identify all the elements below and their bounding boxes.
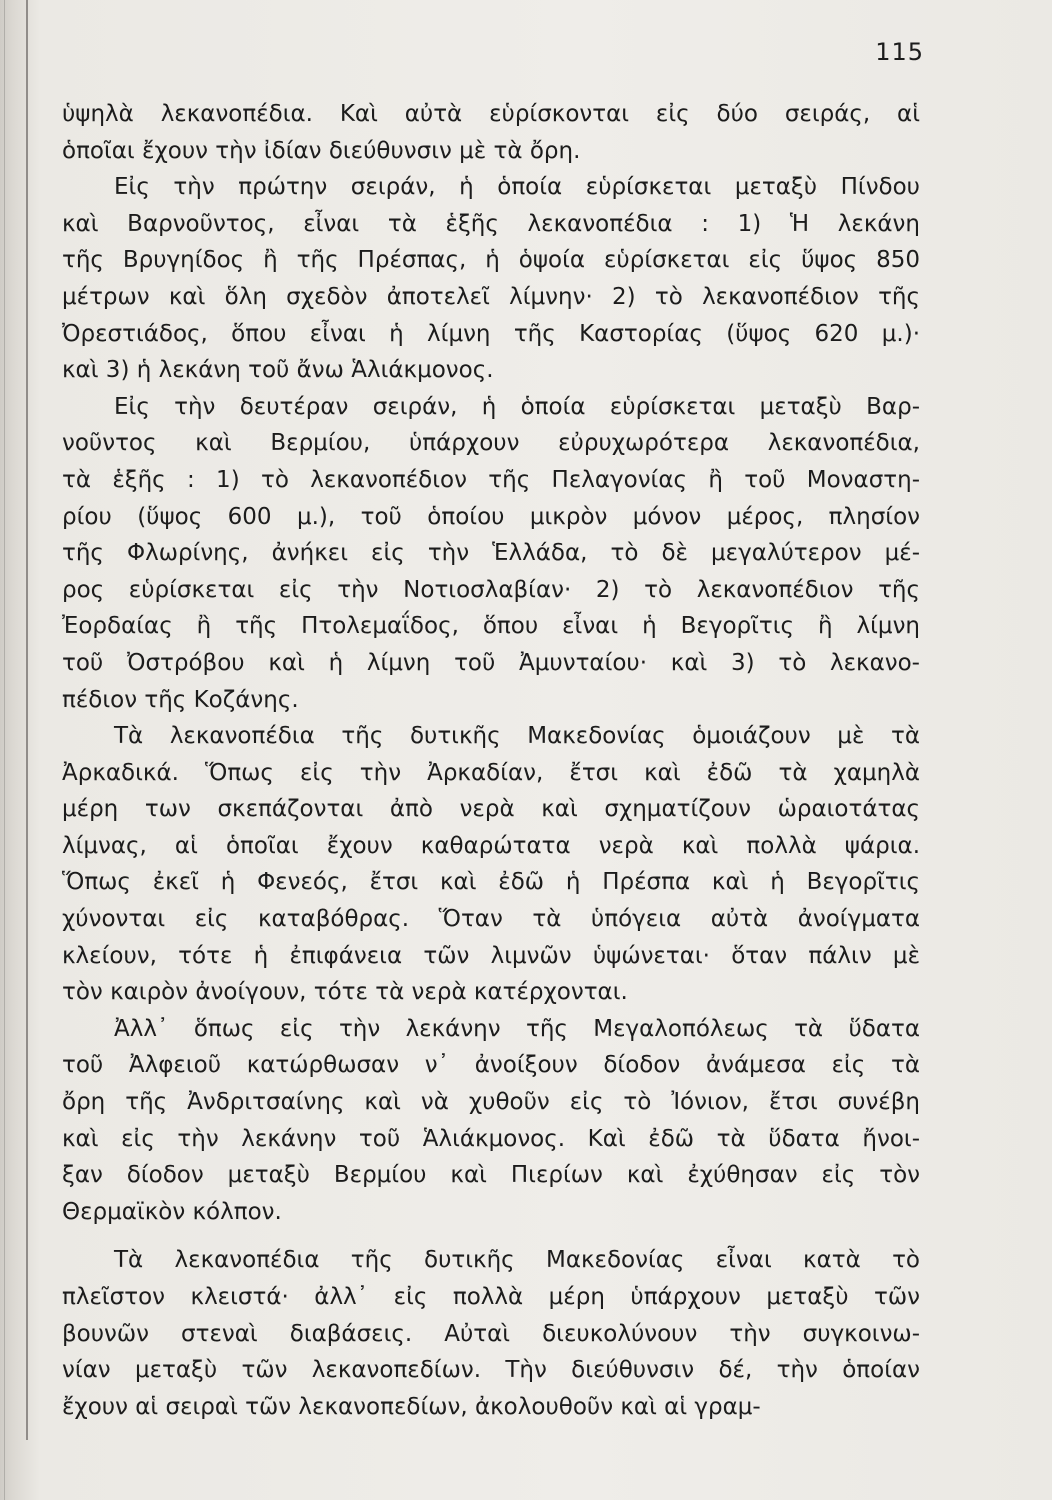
body-text	[62, 96, 920, 1425]
text-line: τὸν καιρὸν ἀνοίγουν, τότε τὰ νερὰ κατέρχονται.	[62, 979, 628, 1006]
paragraph	[62, 169, 920, 389]
text-line: Ἀλλ᾽ ὅπως εἰς τὴν λεκάνην τῆς Μεγαλοπόλεως τὰ ὕδατα	[114, 1015, 920, 1042]
text-line: χύνονται εἰς καταβόθρας. Ὅταν τὰ ὑπόγεια αὐτὰ ἀνοίγματα	[62, 906, 920, 933]
binding-edge	[26, 0, 28, 1440]
text-line: Θερμαϊκὸν κόλπον.	[62, 1198, 282, 1225]
text-line: μέρη των σκεπάζονται ἀπὸ νερὰ καὶ σχηματίζουν ὡραιοτάτας	[62, 796, 920, 823]
text-line: ρίου (ὕψος 600 μ.), τοῦ ὁποίου μικρὸν μόνον μέρος, πλησίον	[62, 503, 920, 530]
text-line: καὶ Βαρνοῦντος, εἶναι τὰ ἑξῆς λεκανοπέδια : 1) Ἡ λεκάνη	[62, 210, 920, 237]
text-line: λίμνας, αἱ ὁποῖαι ἔχουν καθαρώτατα νερὰ καὶ πολλὰ ψάρια.	[62, 832, 920, 859]
text-line: καὶ εἰς τὴν λεκάνην τοῦ Ἁλιάκμονος. Καὶ ἐδῶ τὰ ὕδατα ἤνοι-	[62, 1125, 920, 1152]
text-line: τὰ ἑξῆς : 1) τὸ λεκανοπέδιον τῆς Πελαγονίας ἢ τοῦ Μοναστη-	[62, 466, 920, 493]
text-line: μέτρων καὶ ὅλη σχεδὸν ἀποτελεῖ λίμνην· 2) τὸ λεκανοπέδιον τῆς	[62, 283, 920, 310]
text-line: τοῦ Ἀλφειοῦ κατώρθωσαν ν᾽ ἀνοίξουν δίοδον ἀνάμεσα εἰς τὰ	[62, 1052, 920, 1079]
text-line: ρος εὑρίσκεται εἰς τὴν Νοτιοσλαβίαν· 2) τὸ λεκανοπέδιον τῆς	[62, 576, 920, 603]
text-line: Τὰ λεκανοπέδια τῆς δυτικῆς Μακεδονίας εἶναι κατὰ τὸ	[114, 1247, 920, 1274]
text-line: Ὅπως ἐκεῖ ἡ Φενεός, ἔτσι καὶ ἐδῶ ἡ Πρέσπα καὶ ἡ Βεγορῖτις	[62, 869, 920, 896]
text-line: τῆς Φλωρίνης, ἀνήκει εἰς τὴν Ἑλλάδα, τὸ δὲ μεγαλύτερον μέ-	[62, 540, 920, 567]
text-line: Ἀρκαδικά. Ὅπως εἰς τὴν Ἀρκαδίαν, ἔτσι καὶ ἐδῶ τὰ χαμηλὰ	[62, 759, 920, 786]
text-line: ὑψηλὰ λεκανοπέδια. Καὶ αὐτὰ εὑρίσκονται εἰς δύο σειράς, αἱ	[62, 101, 920, 127]
text-line: Εἰς τὴν πρώτην σειράν, ἡ ὁποία εὑρίσκεται μεταξὺ Πίνδου	[114, 174, 920, 201]
text-line: ξαν δίοδον μεταξὺ Βερμίου καὶ Πιερίων καὶ ἐχύθησαν εἰς τὸν	[62, 1162, 920, 1189]
paragraph	[62, 1011, 920, 1231]
text-line: Τὰ λεκανοπέδια τῆς δυτικῆς Μακεδονίας ὁμοιάζουν μὲ τὰ	[114, 723, 920, 750]
text-line: Εἰς τὴν δευτέραν σειράν, ἡ ὁποία εὑρίσκεται μεταξὺ Βαρ-	[114, 393, 920, 420]
text-line: πέδιον τῆς Κοζάνης.	[62, 686, 299, 713]
text-line: Ὀρεστιάδος, ὅπου εἶναι ἡ λίμνη τῆς Καστορίας (ὕψος 620 μ.)·	[62, 320, 920, 347]
paragraph	[62, 96, 920, 169]
paragraph	[62, 718, 920, 1011]
page-edge-shadow	[4, 0, 5, 1500]
text-line: πλεῖστον κλειστά· ἀλλ᾽ εἰς πολλὰ μέρη ὑπάρχουν μεταξὺ τῶν	[62, 1284, 920, 1310]
text-line: τοῦ Ὀστρόβου καὶ ἡ λίμνη τοῦ Ἀμυνταίου· καὶ 3) τὸ λεκανο-	[62, 649, 920, 676]
text-line: ὁποῖαι ἔχουν τὴν ἰδίαν διεύθυνσιν μὲ τὰ ὄρη.	[62, 137, 581, 164]
page-number: 115	[875, 38, 924, 66]
text-line: νοῦντος καὶ Βερμίου, ὑπάρχουν εὐρυχωρότερα λεκανοπέδια,	[62, 430, 920, 457]
paragraph-gap	[62, 1230, 920, 1242]
text-line: καὶ 3) ἡ λεκάνη τοῦ ἄνω Ἁλιάκμονος.	[62, 357, 494, 384]
text-line: τῆς Βρυγηίδος ἢ τῆς Πρέσπας, ἡ ὁψοία εὑρίσκεται εἰς ὕψος 850	[62, 247, 920, 274]
text-line: Ἐορδαίας ἢ τῆς Πτολεμαΐδος, ὅπου εἶναι ἡ Βεγορῖτις ἢ λίμνη	[62, 613, 920, 640]
text-line: κλείουν, τότε ἡ ἐπιφάνεια τῶν λιμνῶν ὑψώνεται· ὅταν πάλιν μὲ	[62, 942, 920, 969]
text-line: βουνῶν στεναὶ διαβάσεις. Αὐταὶ διευκολύνουν τὴν συγκοινω-	[62, 1320, 920, 1347]
text-line: ὄρη τῆς Ἀνδριτσαίνης καὶ νὰ χυθοῦν εἰς τὸ Ἰόνιον, ἔτσι συνέβη	[62, 1089, 920, 1116]
paragraph	[62, 1242, 920, 1425]
text-line: ἔχουν αἱ σειραὶ τῶν λεκανοπεδίων, ἀκολουθοῦν καὶ αἱ γραμ-	[62, 1393, 761, 1420]
paragraph	[62, 389, 920, 718]
text-line: νίαν μεταξὺ τῶν λεκανοπεδίων. Τὴν διεύθυνσιν δέ, τὴν ὁποίαν	[62, 1357, 920, 1384]
